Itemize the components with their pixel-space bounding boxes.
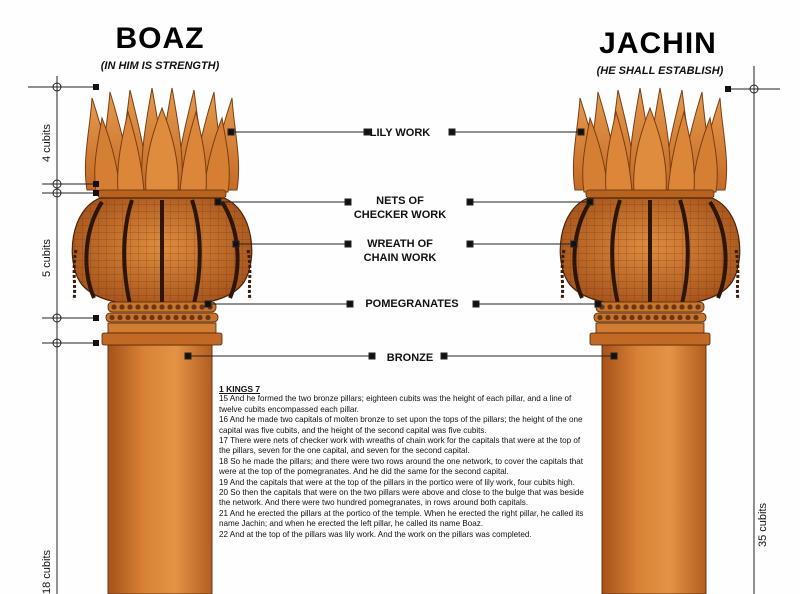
dimension-4-cubits: 4 cubits — [41, 124, 53, 162]
label-wreath-of-chain-work: WREATH OF CHAIN WORK — [363, 238, 437, 264]
scripture-passage — [219, 384, 587, 540]
dimension-5-cubits: 5 cubits — [41, 239, 53, 277]
jachin-title: JACHIN — [599, 27, 717, 60]
jachin-pillar — [560, 88, 739, 594]
label-lily-work: LILY WORK — [369, 127, 431, 139]
right-dimension-guide — [725, 66, 780, 594]
dimension-18-cubits: 18 cubits — [41, 549, 53, 594]
dimension-35-cubits: 35 cubits — [757, 502, 769, 547]
scripture-heading: 1 KINGS 7 — [219, 384, 261, 394]
verse-16: 16 And he made two capitals of molten bronze to set upon the tops of the pillars; the height of the one capital was five cubits, and the height of the second capital was five cubits. — [219, 415, 583, 435]
verse-19: 19 And the capitals that were at the top of the pillars in the portico were of lily work, four cubits high. — [219, 477, 575, 487]
label-nets-of-checker-work: NETS OF CHECKER WORK — [353, 195, 447, 221]
verse-17: 17 There were nets of checker work with wreaths of chain work for the capitals that were at the top of the pillars, seven for the one capital, and seven for the second capital. — [219, 436, 581, 456]
boaz-meaning: (IN HIM IS STRENGTH) — [100, 60, 220, 72]
verse-22: 22 And at the top of the pillars was lily work. And the work on the pillars was completed. — [219, 529, 532, 539]
verse-20: 20 So then the capitals that were on the two pillars were above and close to the bulge that was beside the network. And there were two hundred pomegranates, in rows around both capitals. — [219, 488, 584, 508]
verse-21: 21 And he erected the pillars at the portico of the temple. When he erected the right pillar, he called its name Jachin; and when he erected the left pillar, he called its name Boaz. — [219, 508, 584, 529]
label-pomegranates: POMEGRANATES — [365, 298, 459, 310]
verse-18: 18 So he made the pillars; and there were two rows around the one network, to cover the capitals that were at the top of the pomegranates. And he did the same for the second capital. — [219, 456, 583, 477]
verse-15: 15 And he formed the two bronze pillars; eighteen cubits was the height of each pillar, and a line of twelve cubits encompassed each pillar. — [219, 394, 572, 414]
jachin-meaning: (HE SHALL ESTABLISH) — [596, 65, 724, 77]
boaz-title: BOAZ — [115, 22, 205, 55]
label-bronze: BRONZE — [386, 352, 434, 364]
